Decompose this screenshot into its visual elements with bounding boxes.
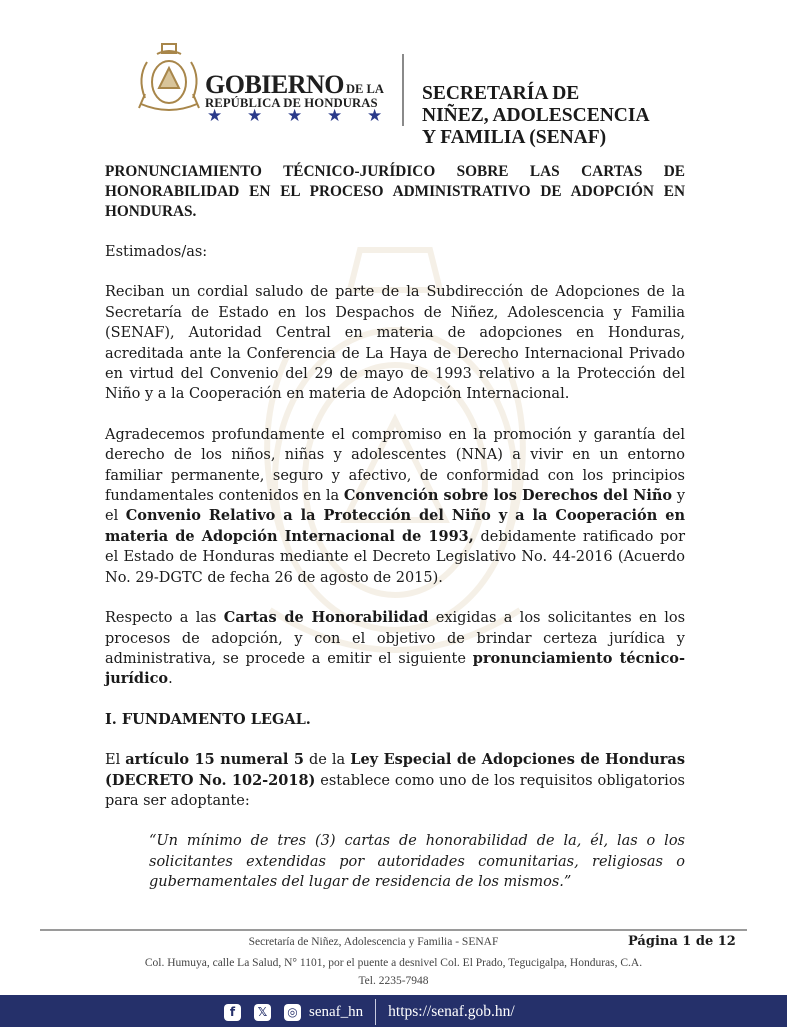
text-run: Respecto a las (105, 610, 224, 627)
facebook-icon[interactable]: f (224, 1004, 241, 1021)
text-run: debidamente ratificado por el Estado de Honduras mediante el Decreto Legislativo No. 44-2016 (Acuerdo No. 29-DGTC de fecha 26 de agosto de 2015). (105, 528, 686, 586)
text-run: . (168, 671, 173, 688)
stars-row (207, 106, 407, 126)
star-icon: ★ (287, 106, 303, 126)
star-icon: ★ (207, 106, 223, 126)
text-run: establece como uno de los requisitos obligatorios para ser adoptante: (105, 772, 685, 809)
text-run: El (105, 752, 126, 769)
footer-org-text: Secretaría de Niñez, Adolescencia y Familia - SENAF (248, 936, 499, 948)
footer-address: Col. Humuya, calle La Salud, N° 1101, por el puente a desnivel Col. El Prado, Tegucigalpa, Honduras, C.A. (144, 957, 643, 969)
legal-quote: “Un mínimo de tres (3) cartas de honorabilidad de la, él, las o los solicitantes extendidas por autoridades comunitarias, religiosas o gubernamentales del lugar de residencia de los mismos.” (149, 833, 685, 891)
paragraph-purpose (105, 608, 685, 690)
greeting: Estimados/as: (105, 244, 208, 260)
instagram-icon[interactable]: ◎ (284, 1004, 301, 1021)
letterhead (135, 40, 675, 148)
pronunciamiento-term: pronunciamiento técnico-jurídico (105, 649, 685, 688)
website-link[interactable]: https://senaf.gob.hn/ (388, 1003, 515, 1020)
social-links (224, 1001, 515, 1023)
social-bar (0, 995, 787, 1027)
gobierno-text: GOBIERNO (205, 70, 345, 99)
star-icon: ★ (367, 106, 383, 126)
text-run: de la (303, 752, 351, 769)
header-divider (402, 54, 404, 126)
secretaria-line: NIÑEZ, ADOLESCENCIA (422, 105, 650, 126)
social-divider (375, 999, 376, 1025)
star-icon: ★ (327, 106, 343, 126)
honduras-coat-of-arms-icon (135, 42, 203, 114)
text-run: y el (105, 488, 686, 525)
document-body (105, 162, 685, 913)
text-run: Agradecemos profundamente el compromiso en la promoción y garantía del derecho de los niños, niñas y adolescentes (NNA) a vivir en un entorno familiar permanente, seguro y afectivo, de conformidad con los principios fundamentales contenidos en la (105, 426, 685, 505)
secretaria-line: SECRETARÍA DE (422, 83, 580, 104)
paragraph-legal-basis (105, 750, 685, 811)
page-number: Página 1 de 12 (628, 934, 736, 949)
paragraph-intro: Reciban un cordial saludo de parte de la Subdirección de Adopciones de la Secretaría de Estado en los Despachos de Niñez, Adolescencia y Familia (SENAF), Autoridad Central en materia de adopciones en Honduras, acreditada ante la Conferencia de La Haya de Derecho Internacional Privado en virtud del Convenio del 29 de mayo de 1993 relativo a la Protección del Niño y a la Cooperación en materia de Adopción Internacional. (105, 284, 685, 403)
cartas-term: Cartas de Honorabilidad (223, 609, 429, 627)
convention-name: Convención sobre los Derechos del Niño (343, 487, 673, 505)
law-reference: Ley Especial de Adopciones de Honduras (DECRETO No. 102-2018) (105, 751, 685, 789)
text-run: exigidas a los solicitantes en los procesos de adopción, y con el objetivo de brindar certeza jurídica y administrativa, se procede a emitir el siguiente (105, 610, 686, 667)
de-la-text: DE LA (346, 82, 384, 96)
article-reference: artículo 15 numeral 5 (125, 751, 304, 769)
footer-telephone: Tel. 2235-7948 (358, 975, 429, 987)
document-title: PRONUNCIAMIENTO TÉCNICO-JURÍDICO SOBRE LAS CARTAS DE HONORABILIDAD EN EL PROCESO ADMINISTRATIVO DE ADOPCIÓN EN HONDURAS. (105, 163, 685, 220)
secretaria-name (422, 83, 650, 149)
star-icon: ★ (247, 106, 263, 126)
republica-text: REPÚBLICA DE HONDURAS (205, 96, 378, 110)
footer-divider (40, 929, 747, 931)
gobierno-wordmark (205, 70, 384, 111)
section-heading: I. FUNDAMENTO LEGAL. (105, 710, 311, 728)
social-handle[interactable]: senaf_hn (309, 1003, 364, 1020)
paragraph-gratitude (105, 425, 685, 588)
secretaria-line: Y FAMILIA (SENAF) (422, 127, 607, 148)
x-twitter-icon[interactable]: 𝕏 (254, 1004, 271, 1021)
hague-convention-name: Convenio Relativo a la Protección del Niño y a la Cooperación en materia de Adopción Internacional de 1993, (105, 507, 685, 545)
